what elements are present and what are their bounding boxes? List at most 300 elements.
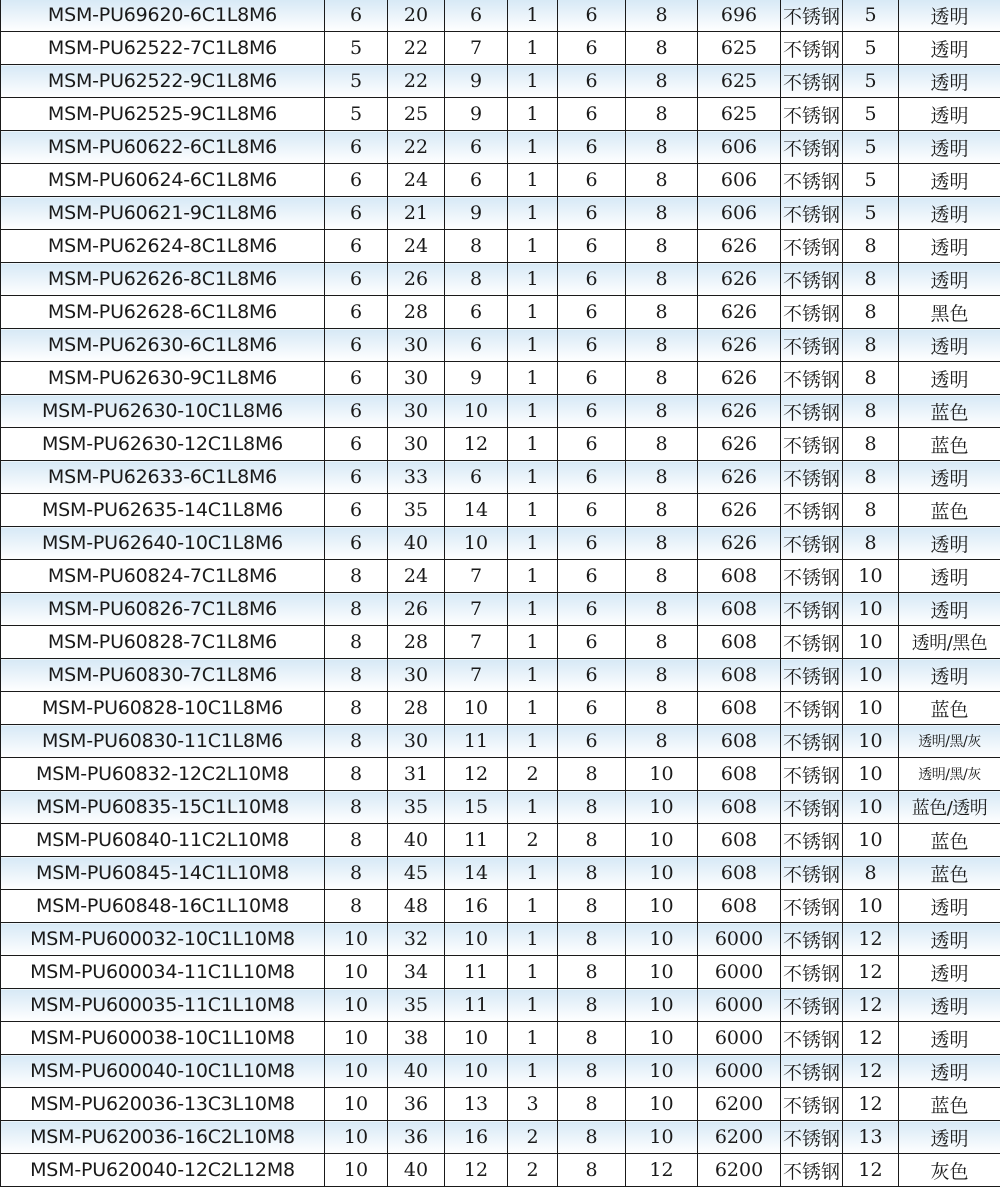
cell-color: 透明 — [899, 989, 1000, 1022]
cell-col-10: 12 — [843, 923, 899, 956]
cell-model: MSM-PU62630-9C1L8M6 — [1, 362, 325, 395]
cell-col-5: 3 — [508, 1088, 558, 1121]
cell-color: 透明 — [899, 461, 1000, 494]
cell-col-2: 10 — [325, 1121, 388, 1154]
cell-col-4: 6 — [445, 461, 508, 494]
cell-col-10: 10 — [843, 824, 899, 857]
cell-col-5: 1 — [508, 164, 558, 197]
cell-col-2: 6 — [325, 197, 388, 230]
cell-material: 不锈钢 — [781, 560, 843, 593]
cell-color: 透明 — [899, 263, 1000, 296]
cell-col-5: 2 — [508, 758, 558, 791]
cell-color: 透明 — [899, 98, 1000, 131]
cell-col-5: 1 — [508, 1055, 558, 1088]
table-row — [1, 461, 1000, 494]
cell-col-6: 6 — [558, 461, 626, 494]
cell-col-10: 5 — [843, 0, 899, 32]
cell-col-10: 12 — [843, 1154, 899, 1187]
cell-color: 透明 — [899, 329, 1000, 362]
cell-col-4: 8 — [445, 230, 508, 263]
cell-col-8: 626 — [698, 329, 781, 362]
cell-col-8: 608 — [698, 593, 781, 626]
cell-material: 不锈钢 — [781, 725, 843, 758]
cell-col-10: 8 — [843, 395, 899, 428]
table-row — [1, 593, 1000, 626]
cell-col-4: 16 — [445, 1121, 508, 1154]
cell-model: MSM-PU620036-16C2L10M8 — [1, 1121, 325, 1154]
cell-col-10: 13 — [843, 1121, 899, 1154]
cell-col-7: 8 — [626, 296, 698, 329]
cell-col-7: 8 — [626, 593, 698, 626]
cell-color: 透明 — [899, 131, 1000, 164]
cell-col-3: 26 — [388, 263, 445, 296]
cell-col-10: 8 — [843, 296, 899, 329]
cell-col-3: 40 — [388, 527, 445, 560]
cell-col-5: 1 — [508, 131, 558, 164]
cell-model: MSM-PU600035-11C1L10M8 — [1, 989, 325, 1022]
table-row — [1, 791, 1000, 824]
cell-color: 蓝色 — [899, 428, 1000, 461]
cell-material: 不锈钢 — [781, 32, 843, 65]
cell-col-4: 6 — [445, 164, 508, 197]
cell-col-2: 6 — [325, 527, 388, 560]
cell-col-2: 6 — [325, 296, 388, 329]
cell-material: 不锈钢 — [781, 593, 843, 626]
cell-col-6: 8 — [558, 1055, 626, 1088]
cell-material: 不锈钢 — [781, 923, 843, 956]
cell-col-8: 608 — [698, 758, 781, 791]
cell-col-3: 34 — [388, 956, 445, 989]
cell-col-8: 625 — [698, 65, 781, 98]
cell-col-4: 9 — [445, 98, 508, 131]
cell-col-5: 1 — [508, 956, 558, 989]
cell-col-7: 10 — [626, 989, 698, 1022]
cell-col-5: 1 — [508, 98, 558, 131]
cell-col-5: 1 — [508, 362, 558, 395]
cell-col-3: 35 — [388, 989, 445, 1022]
table-row — [1, 626, 1000, 659]
cell-model: MSM-PU60835-15C1L10M8 — [1, 791, 325, 824]
cell-col-2: 6 — [325, 428, 388, 461]
cell-col-4: 11 — [445, 824, 508, 857]
cell-col-7: 8 — [626, 428, 698, 461]
cell-material: 不锈钢 — [781, 263, 843, 296]
cell-col-4: 15 — [445, 791, 508, 824]
cell-color: 灰色 — [899, 1154, 1000, 1187]
cell-material: 不锈钢 — [781, 428, 843, 461]
table-row — [1, 824, 1000, 857]
table-row — [1, 65, 1000, 98]
cell-col-2: 5 — [325, 32, 388, 65]
cell-material: 不锈钢 — [781, 1121, 843, 1154]
cell-col-7: 8 — [626, 263, 698, 296]
cell-col-7: 8 — [626, 362, 698, 395]
cell-model: MSM-PU60828-7C1L8M6 — [1, 626, 325, 659]
cell-col-2: 6 — [325, 164, 388, 197]
cell-col-5: 1 — [508, 1022, 558, 1055]
cell-col-2: 6 — [325, 329, 388, 362]
cell-col-6: 6 — [558, 296, 626, 329]
cell-col-10: 10 — [843, 560, 899, 593]
cell-col-3: 30 — [388, 725, 445, 758]
cell-col-3: 24 — [388, 164, 445, 197]
cell-color: 透明/黑/灰 — [899, 725, 1000, 758]
cell-col-5: 1 — [508, 560, 558, 593]
cell-model: MSM-PU62635-14C1L8M6 — [1, 494, 325, 527]
cell-col-6: 6 — [558, 197, 626, 230]
cell-col-5: 1 — [508, 263, 558, 296]
table-row — [1, 1121, 1000, 1154]
cell-model: MSM-PU62626-8C1L8M6 — [1, 263, 325, 296]
cell-col-5: 1 — [508, 692, 558, 725]
table-row — [1, 32, 1000, 65]
cell-col-10: 5 — [843, 164, 899, 197]
table-row — [1, 989, 1000, 1022]
cell-col-5: 1 — [508, 230, 558, 263]
cell-model: MSM-PU62640-10C1L8M6 — [1, 527, 325, 560]
cell-col-7: 8 — [626, 329, 698, 362]
cell-col-5: 1 — [508, 791, 558, 824]
cell-col-3: 33 — [388, 461, 445, 494]
cell-col-6: 6 — [558, 98, 626, 131]
cell-col-8: 608 — [698, 626, 781, 659]
cell-col-2: 6 — [325, 395, 388, 428]
cell-color: 透明 — [899, 230, 1000, 263]
cell-col-6: 6 — [558, 395, 626, 428]
cell-col-4: 13 — [445, 1088, 508, 1121]
cell-col-7: 12 — [626, 1154, 698, 1187]
cell-col-10: 12 — [843, 1088, 899, 1121]
cell-col-5: 1 — [508, 197, 558, 230]
cell-col-6: 8 — [558, 989, 626, 1022]
cell-col-2: 6 — [325, 494, 388, 527]
cell-model: MSM-PU62630-6C1L8M6 — [1, 329, 325, 362]
cell-col-6: 8 — [558, 1121, 626, 1154]
cell-model: MSM-PU60845-14C1L10M8 — [1, 857, 325, 890]
cell-col-3: 22 — [388, 32, 445, 65]
cell-col-3: 20 — [388, 0, 445, 32]
cell-col-6: 6 — [558, 626, 626, 659]
cell-model: MSM-PU620040-12C2L12M8 — [1, 1154, 325, 1187]
cell-col-8: 6200 — [698, 1088, 781, 1121]
cell-color: 透明 — [899, 32, 1000, 65]
cell-col-4: 6 — [445, 296, 508, 329]
cell-col-2: 8 — [325, 791, 388, 824]
cell-col-8: 626 — [698, 395, 781, 428]
cell-col-7: 10 — [626, 890, 698, 923]
cell-col-5: 1 — [508, 857, 558, 890]
cell-material: 不锈钢 — [781, 197, 843, 230]
cell-col-10: 10 — [843, 626, 899, 659]
cell-col-6: 6 — [558, 560, 626, 593]
cell-col-10: 5 — [843, 131, 899, 164]
cell-col-8: 6200 — [698, 1121, 781, 1154]
cell-col-2: 10 — [325, 1154, 388, 1187]
cell-col-6: 8 — [558, 923, 626, 956]
cell-col-2: 10 — [325, 989, 388, 1022]
cell-col-6: 8 — [558, 758, 626, 791]
cell-col-2: 8 — [325, 758, 388, 791]
cell-col-3: 25 — [388, 98, 445, 131]
cell-col-2: 8 — [325, 560, 388, 593]
table-row — [1, 197, 1000, 230]
cell-model: MSM-PU69620-6C1L8M6 — [1, 0, 325, 32]
cell-material: 不锈钢 — [781, 692, 843, 725]
cell-material: 不锈钢 — [781, 131, 843, 164]
cell-col-10: 8 — [843, 857, 899, 890]
cell-col-6: 6 — [558, 164, 626, 197]
cell-col-2: 10 — [325, 1022, 388, 1055]
table-row — [1, 230, 1000, 263]
cell-col-10: 12 — [843, 1022, 899, 1055]
cell-col-6: 6 — [558, 131, 626, 164]
cell-model: MSM-PU62525-9C1L8M6 — [1, 98, 325, 131]
table-row — [1, 560, 1000, 593]
cell-col-4: 7 — [445, 659, 508, 692]
cell-col-10: 5 — [843, 65, 899, 98]
cell-col-4: 12 — [445, 428, 508, 461]
cell-color: 蓝色 — [899, 824, 1000, 857]
cell-color: 透明 — [899, 197, 1000, 230]
cell-col-8: 6000 — [698, 1055, 781, 1088]
cell-color: 蓝色 — [899, 1088, 1000, 1121]
cell-material: 不锈钢 — [781, 296, 843, 329]
cell-col-5: 1 — [508, 0, 558, 32]
cell-color: 蓝色 — [899, 395, 1000, 428]
cell-col-5: 1 — [508, 65, 558, 98]
cell-color: 透明 — [899, 1121, 1000, 1154]
cell-col-10: 5 — [843, 197, 899, 230]
table-row — [1, 329, 1000, 362]
cell-col-4: 9 — [445, 197, 508, 230]
cell-col-6: 6 — [558, 659, 626, 692]
cell-col-2: 10 — [325, 1055, 388, 1088]
cell-col-2: 10 — [325, 956, 388, 989]
cell-col-3: 28 — [388, 692, 445, 725]
cell-col-4: 6 — [445, 0, 508, 32]
cell-col-10: 10 — [843, 725, 899, 758]
cell-col-2: 6 — [325, 230, 388, 263]
cell-col-6: 6 — [558, 428, 626, 461]
cell-col-7: 8 — [626, 65, 698, 98]
cell-col-6: 6 — [558, 32, 626, 65]
cell-color: 透明 — [899, 164, 1000, 197]
cell-col-7: 10 — [626, 1022, 698, 1055]
cell-col-7: 10 — [626, 824, 698, 857]
cell-col-5: 1 — [508, 329, 558, 362]
cell-col-7: 8 — [626, 98, 698, 131]
table-row — [1, 494, 1000, 527]
table-row — [1, 395, 1000, 428]
cell-col-2: 6 — [325, 461, 388, 494]
cell-col-8: 626 — [698, 527, 781, 560]
cell-col-3: 30 — [388, 362, 445, 395]
cell-model: MSM-PU62630-10C1L8M6 — [1, 395, 325, 428]
cell-model: MSM-PU60621-9C1L8M6 — [1, 197, 325, 230]
cell-col-8: 608 — [698, 725, 781, 758]
cell-col-6: 8 — [558, 1022, 626, 1055]
cell-col-8: 608 — [698, 560, 781, 593]
cell-col-2: 10 — [325, 1088, 388, 1121]
cell-col-7: 8 — [626, 164, 698, 197]
cell-col-7: 8 — [626, 725, 698, 758]
cell-col-4: 7 — [445, 626, 508, 659]
cell-col-7: 8 — [626, 659, 698, 692]
cell-material: 不锈钢 — [781, 362, 843, 395]
cell-material: 不锈钢 — [781, 164, 843, 197]
cell-material: 不锈钢 — [781, 626, 843, 659]
cell-model: MSM-PU62522-7C1L8M6 — [1, 32, 325, 65]
table-row — [1, 725, 1000, 758]
cell-model: MSM-PU62630-12C1L8M6 — [1, 428, 325, 461]
cell-col-2: 8 — [325, 692, 388, 725]
cell-col-4: 14 — [445, 857, 508, 890]
cell-col-10: 10 — [843, 593, 899, 626]
cell-col-3: 48 — [388, 890, 445, 923]
cell-col-3: 28 — [388, 296, 445, 329]
cell-col-10: 10 — [843, 692, 899, 725]
cell-col-7: 8 — [626, 527, 698, 560]
cell-col-3: 36 — [388, 1121, 445, 1154]
table-row — [1, 263, 1000, 296]
cell-col-3: 40 — [388, 1055, 445, 1088]
cell-color: 透明 — [899, 593, 1000, 626]
cell-col-6: 8 — [558, 791, 626, 824]
cell-color: 透明 — [899, 527, 1000, 560]
cell-col-4: 11 — [445, 989, 508, 1022]
cell-col-10: 8 — [843, 494, 899, 527]
cell-col-4: 16 — [445, 890, 508, 923]
cell-col-8: 606 — [698, 164, 781, 197]
cell-col-3: 21 — [388, 197, 445, 230]
cell-model: MSM-PU62522-9C1L8M6 — [1, 65, 325, 98]
cell-col-6: 6 — [558, 527, 626, 560]
cell-col-3: 36 — [388, 1088, 445, 1121]
cell-col-6: 6 — [558, 0, 626, 32]
cell-col-3: 32 — [388, 923, 445, 956]
cell-col-7: 8 — [626, 32, 698, 65]
cell-col-3: 22 — [388, 131, 445, 164]
cell-col-7: 8 — [626, 461, 698, 494]
cell-col-10: 8 — [843, 329, 899, 362]
cell-material: 不锈钢 — [781, 1088, 843, 1121]
cell-material: 不锈钢 — [781, 659, 843, 692]
cell-model: MSM-PU60830-11C1L8M6 — [1, 725, 325, 758]
cell-material: 不锈钢 — [781, 65, 843, 98]
cell-col-10: 8 — [843, 362, 899, 395]
cell-col-8: 6000 — [698, 956, 781, 989]
cell-col-4: 11 — [445, 956, 508, 989]
cell-col-2: 8 — [325, 890, 388, 923]
cell-col-5: 1 — [508, 890, 558, 923]
cell-col-3: 30 — [388, 428, 445, 461]
cell-color: 透明 — [899, 362, 1000, 395]
cell-col-5: 1 — [508, 626, 558, 659]
cell-material: 不锈钢 — [781, 329, 843, 362]
cell-color: 透明 — [899, 1055, 1000, 1088]
cell-col-3: 35 — [388, 494, 445, 527]
cell-col-6: 6 — [558, 230, 626, 263]
cell-color: 透明 — [899, 659, 1000, 692]
cell-col-5: 1 — [508, 593, 558, 626]
cell-model: MSM-PU60830-7C1L8M6 — [1, 659, 325, 692]
cell-col-6: 6 — [558, 263, 626, 296]
cell-col-8: 626 — [698, 461, 781, 494]
table-body — [1, 0, 1000, 1187]
cell-col-8: 626 — [698, 494, 781, 527]
cell-col-5: 1 — [508, 989, 558, 1022]
cell-material: 不锈钢 — [781, 1154, 843, 1187]
cell-col-7: 8 — [626, 626, 698, 659]
cell-col-8: 6000 — [698, 923, 781, 956]
table-row — [1, 527, 1000, 560]
cell-color: 透明 — [899, 1022, 1000, 1055]
cell-col-4: 14 — [445, 494, 508, 527]
cell-model: MSM-PU60622-6C1L8M6 — [1, 131, 325, 164]
cell-col-4: 7 — [445, 593, 508, 626]
cell-col-6: 6 — [558, 362, 626, 395]
cell-model: MSM-PU600040-10C1L10M8 — [1, 1055, 325, 1088]
cell-col-8: 626 — [698, 230, 781, 263]
cell-model: MSM-PU60832-12C2L10M8 — [1, 758, 325, 791]
cell-col-2: 5 — [325, 98, 388, 131]
cell-color: 蓝色 — [899, 692, 1000, 725]
cell-col-4: 7 — [445, 32, 508, 65]
table-row — [1, 923, 1000, 956]
cell-col-3: 30 — [388, 659, 445, 692]
cell-col-3: 28 — [388, 626, 445, 659]
cell-col-6: 6 — [558, 692, 626, 725]
cell-color: 蓝色 — [899, 857, 1000, 890]
cell-col-4: 10 — [445, 923, 508, 956]
cell-col-8: 625 — [698, 98, 781, 131]
cell-model: MSM-PU600034-11C1L10M8 — [1, 956, 325, 989]
cell-col-7: 10 — [626, 1055, 698, 1088]
cell-col-8: 608 — [698, 890, 781, 923]
cell-col-5: 1 — [508, 395, 558, 428]
cell-col-4: 10 — [445, 395, 508, 428]
cell-material: 不锈钢 — [781, 890, 843, 923]
cell-col-2: 8 — [325, 725, 388, 758]
cell-col-8: 608 — [698, 857, 781, 890]
cell-col-7: 10 — [626, 1088, 698, 1121]
cell-col-8: 626 — [698, 362, 781, 395]
cell-model: MSM-PU60828-10C1L8M6 — [1, 692, 325, 725]
cell-col-3: 31 — [388, 758, 445, 791]
cell-col-2: 10 — [325, 923, 388, 956]
cell-color: 透明 — [899, 956, 1000, 989]
cell-color: 透明/黑/灰 — [899, 758, 1000, 791]
cell-color: 透明 — [899, 0, 1000, 32]
cell-col-7: 10 — [626, 857, 698, 890]
cell-col-2: 8 — [325, 626, 388, 659]
cell-col-8: 696 — [698, 0, 781, 32]
cell-material: 不锈钢 — [781, 1055, 843, 1088]
cell-col-6: 6 — [558, 329, 626, 362]
cell-col-10: 8 — [843, 527, 899, 560]
cell-col-8: 626 — [698, 428, 781, 461]
cell-col-3: 40 — [388, 1154, 445, 1187]
cell-material: 不锈钢 — [781, 527, 843, 560]
table-row — [1, 692, 1000, 725]
cell-material: 不锈钢 — [781, 0, 843, 32]
cell-col-4: 6 — [445, 131, 508, 164]
cell-col-4: 9 — [445, 65, 508, 98]
cell-col-10: 5 — [843, 98, 899, 131]
cell-col-6: 8 — [558, 1154, 626, 1187]
cell-col-8: 608 — [698, 692, 781, 725]
cell-model: MSM-PU620036-13C3L10M8 — [1, 1088, 325, 1121]
